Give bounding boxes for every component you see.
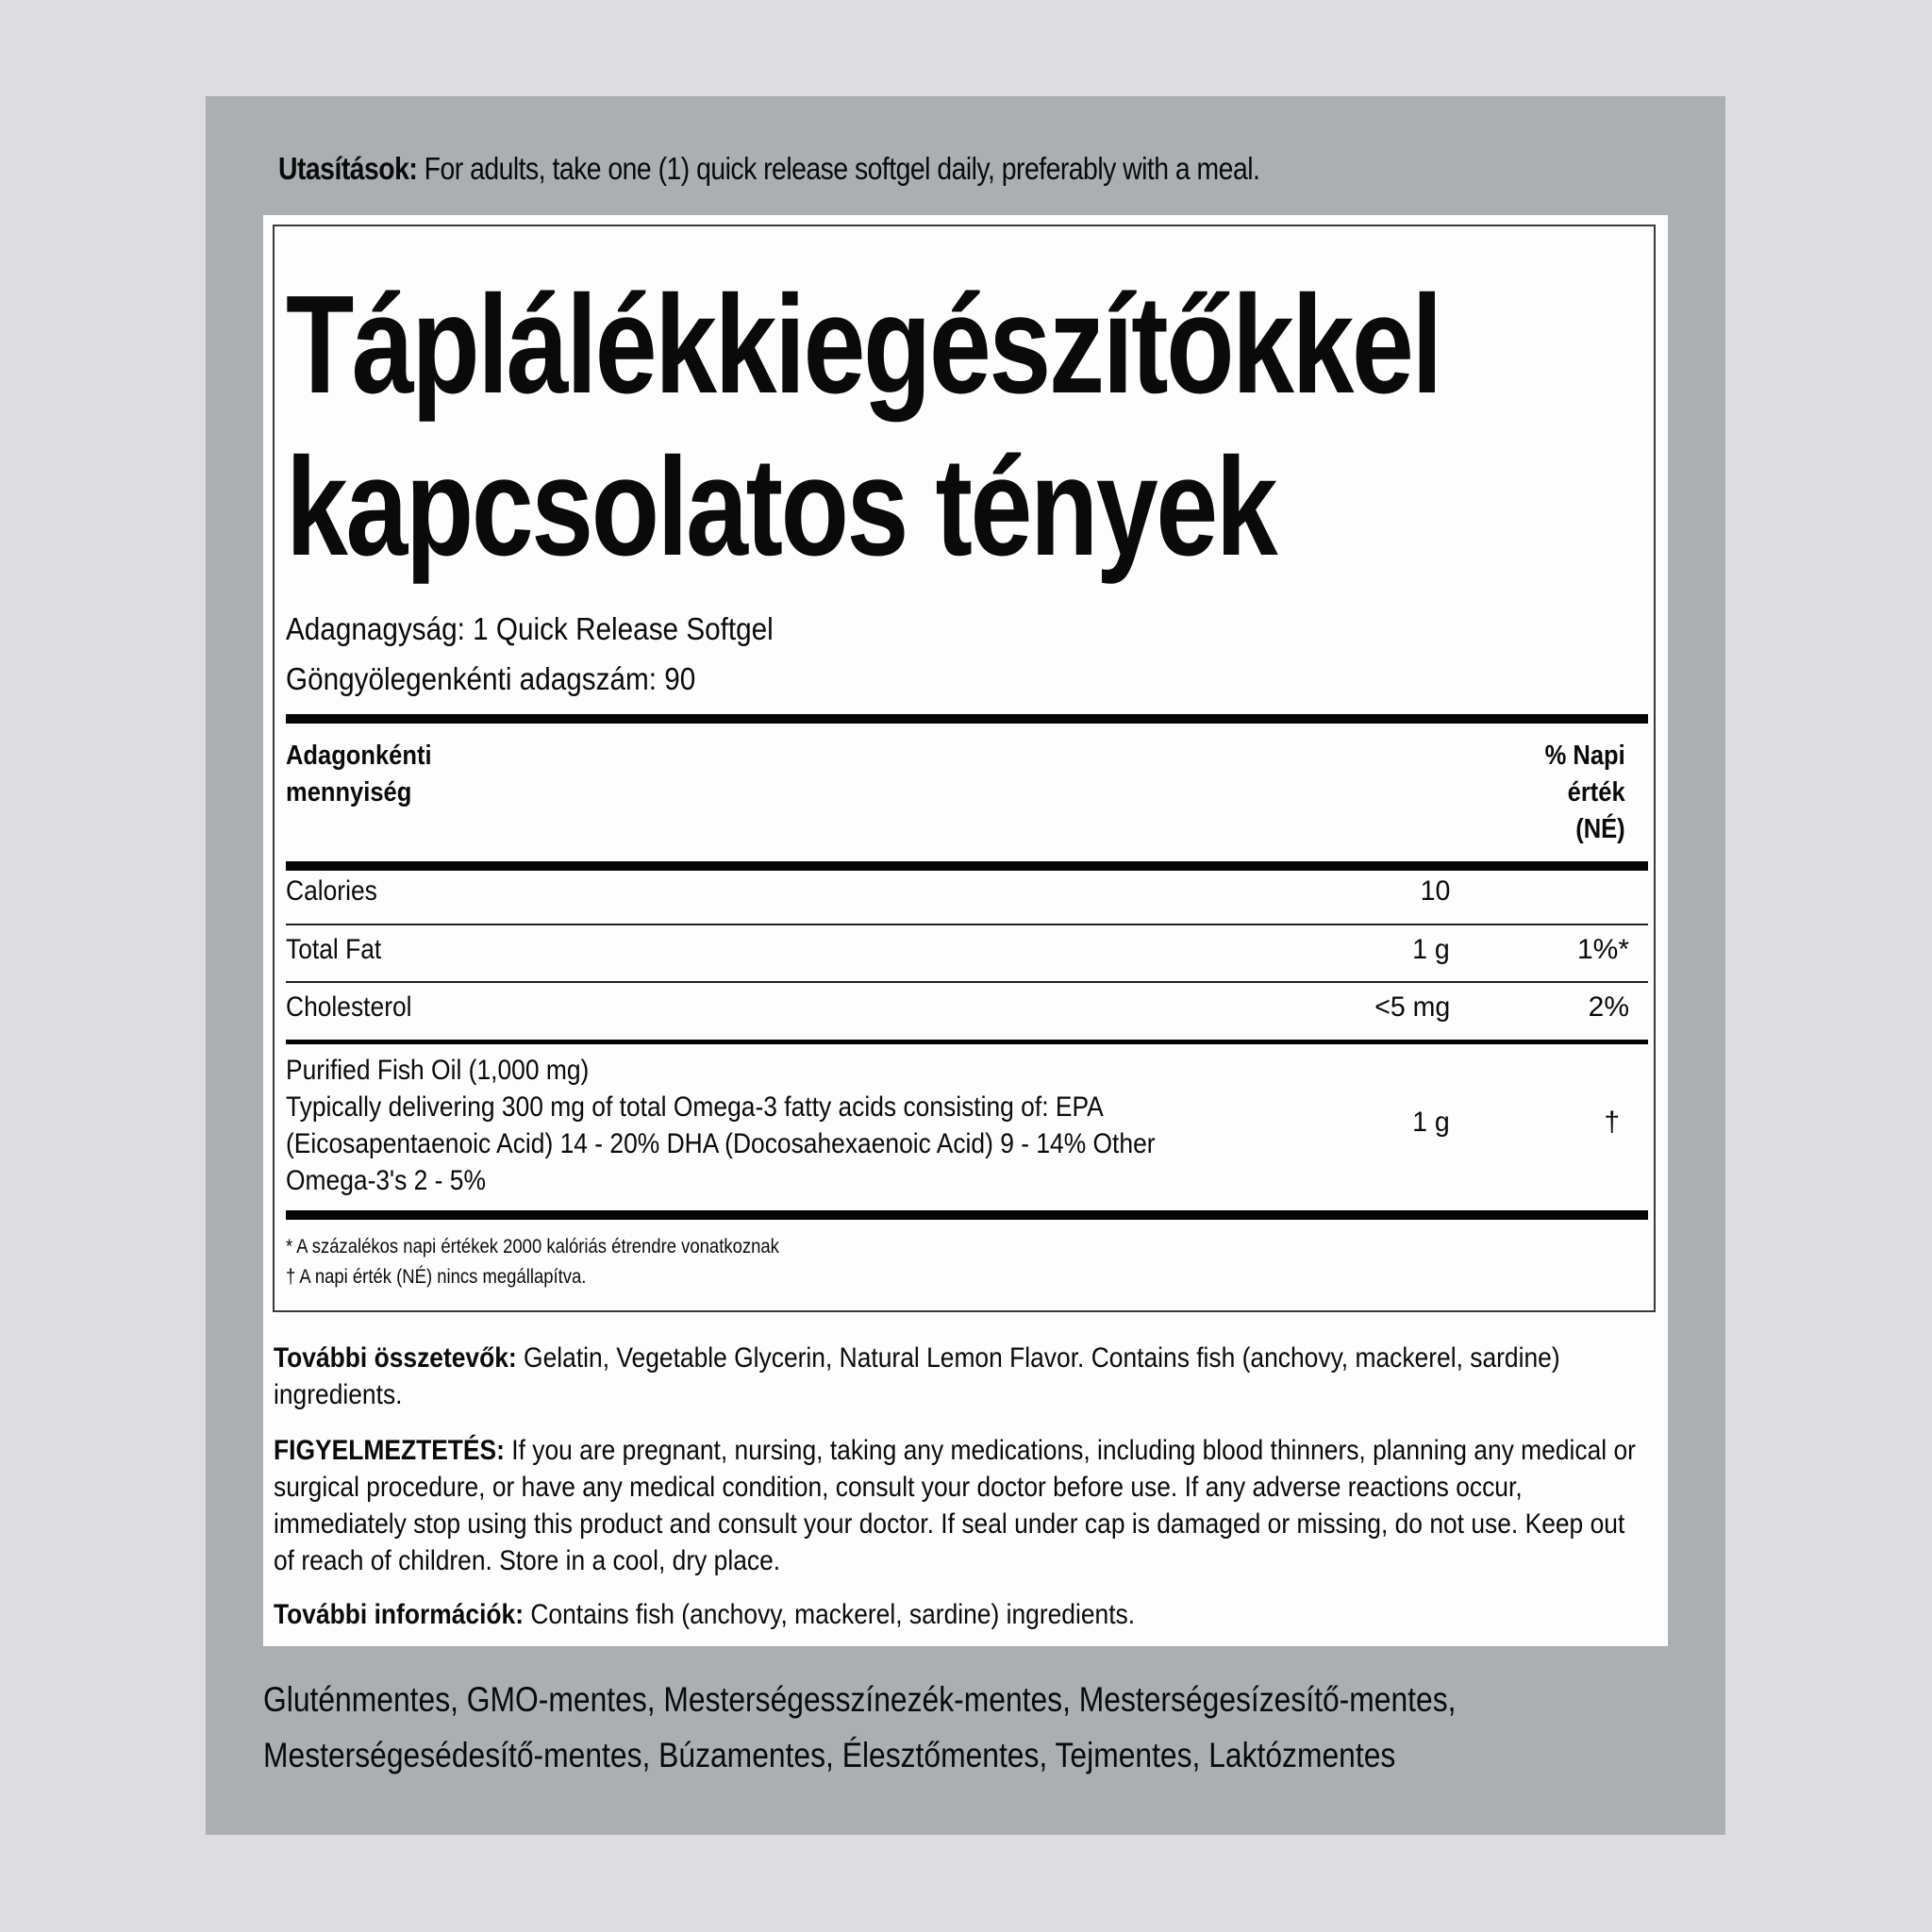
additional-info-label: További információk: (274, 1599, 525, 1630)
facts-title-line2: kapcsolatos tények (286, 429, 1276, 585)
nutrient-dv: † (1604, 1107, 1620, 1138)
nutrient-amount: 1 g (1412, 1107, 1450, 1138)
nutrient-amount: 10 (1420, 875, 1450, 907)
additional-info-text: Contains fish (anchovy, mackerel, sardine) ingredients. (524, 1599, 1136, 1630)
divider-thin (286, 981, 1648, 983)
facts-title (286, 264, 1441, 589)
nutrient-amount: 1 g (1412, 934, 1450, 965)
fish-oil-line: Purified Fish Oil (1,000 mg) (286, 1055, 590, 1086)
header-text: Adagonkénti (286, 741, 432, 771)
divider-thick (286, 1210, 1648, 1220)
directions-text: For adults, take one (1) quick release softgel daily, preferably with a meal. (417, 151, 1260, 186)
facts-title-line1: Táplálékkiegészítőkkel (286, 267, 1441, 423)
additional-info (274, 1596, 1651, 1633)
servings-per-container: Göngyölegenkénti adagszám: 90 (286, 661, 696, 696)
daily-value-header (1545, 738, 1625, 848)
nutrient-amount: <5 mg (1374, 991, 1450, 1023)
divider-thick (286, 861, 1648, 871)
other-ingredients-text: Gelatin, Vegetable Glycerin, Natural Lemon Flavor. Contains fish (anchovy, mackerel, sardine) ingredients. (274, 1342, 1560, 1410)
warning (274, 1432, 1651, 1579)
amount-per-serving-header (286, 738, 432, 811)
header-text: érték (1567, 777, 1625, 808)
fish-oil-line: Omega-3's 2 - 5% (286, 1165, 486, 1196)
header-text: mennyiség (286, 777, 412, 808)
free-from-claims: Gluténmentes, GMO-mentes, Mesterségesszínezék-mentes, Mesterségesízesítő-mentes, Mesterségesédesítő-mentes, Búzamentes, Élesztőmentes, Tejmentes, Laktózmentes (263, 1680, 1457, 1774)
nutrient-dv: 2% (1588, 991, 1629, 1023)
header-text: (NÉ) (1575, 814, 1625, 844)
fish-oil-description (286, 1052, 1182, 1199)
serving-size: Adagnagyság: 1 Quick Release Softgel (286, 611, 774, 646)
other-ingredients (274, 1340, 1651, 1413)
header-text: % Napi (1544, 741, 1625, 771)
other-ingredients-label: További összetevők: (274, 1342, 517, 1374)
divider-thin (286, 924, 1648, 925)
supplement-facts-box (273, 225, 1656, 1312)
footnote-dagger: † A napi érték (NÉ) nincs megállapítva. (286, 1266, 587, 1288)
nutrient-name: Calories (286, 875, 377, 907)
warning-label: FIGYELMEZTETÉS: (274, 1435, 505, 1466)
directions-label: Utasítások: (278, 151, 418, 186)
divider-thick (286, 714, 1648, 724)
footnote-dv: * A százalékos napi értékek 2000 kalóriás étrendre vonatkoznak (286, 1236, 779, 1257)
warning-text: If you are pregnant, nursing, taking any medications, including blood thinners, planning any medical or surgical procedure, or have any medical condition, consult your doctor before use. If any adverse reactions occur, immediately stop using this product and consult your doctor. If seal under cap is damaged or missing, do not use. Keep out of reach of children. Store in a cool, dry place. (274, 1435, 1636, 1576)
fish-oil-line: Typically delivering 300 mg of total Omega-3 fatty acids consisting of: EPA (286, 1091, 1104, 1123)
nutrient-dv: 1%* (1576, 934, 1629, 965)
nutrient-name: Cholesterol (286, 991, 412, 1023)
directions (278, 151, 1259, 187)
footnotes (286, 1232, 779, 1292)
serving-info (286, 604, 774, 704)
divider-medium (286, 1040, 1648, 1044)
nutrient-name: Total Fat (286, 934, 382, 965)
fish-oil-line: (Eicosapentaenoic Acid) 14 - 20% DHA (Docosahexaenoic Acid) 9 - 14% Other (286, 1128, 1156, 1159)
